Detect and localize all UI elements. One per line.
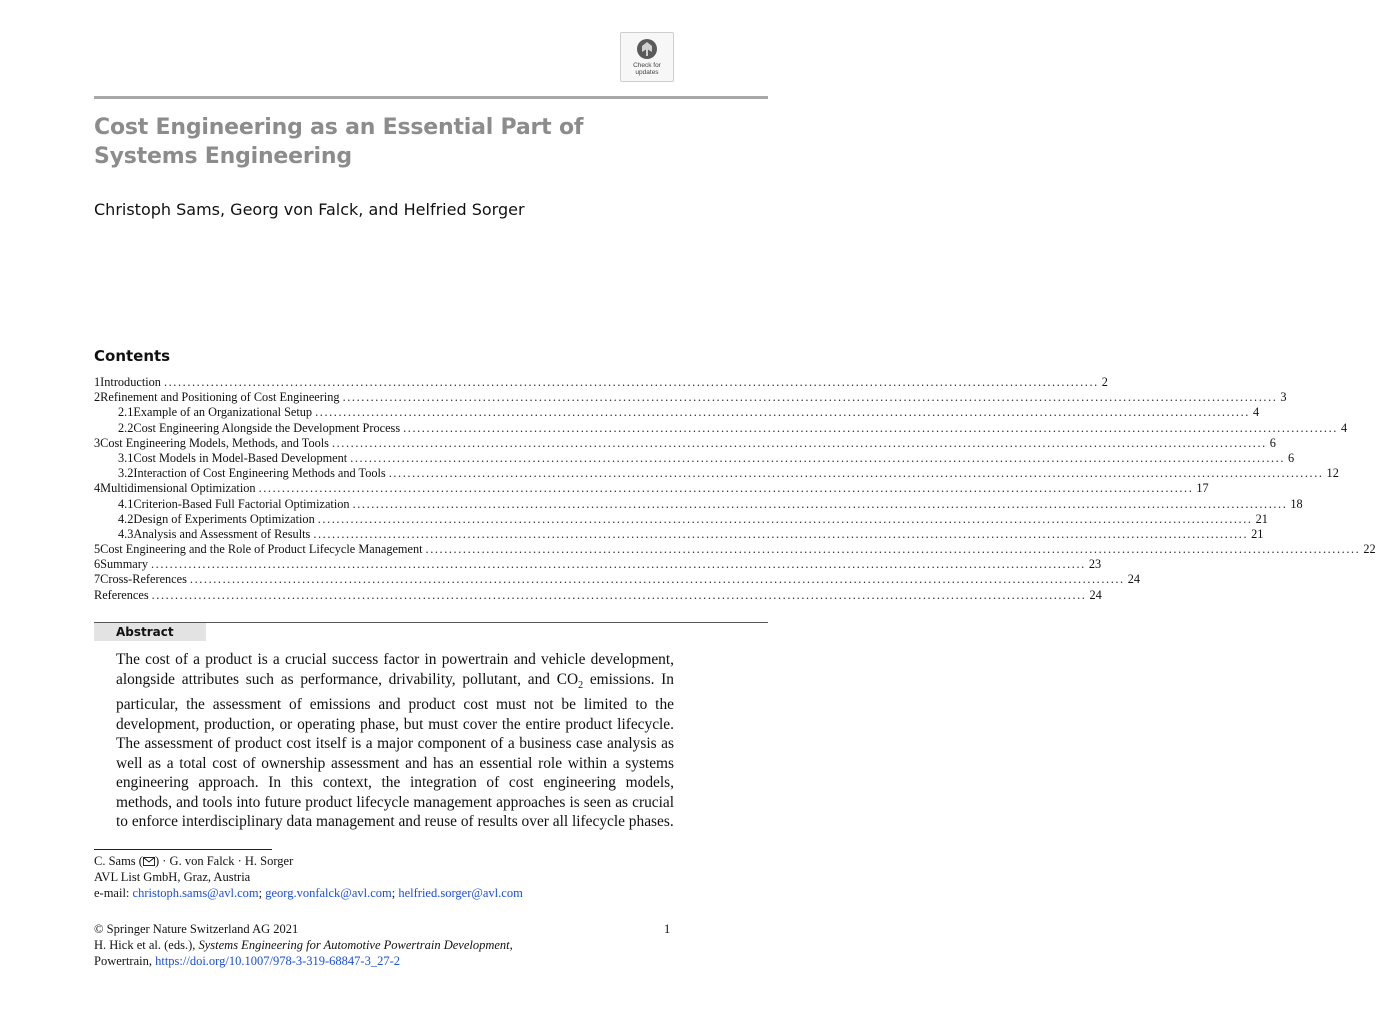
copyright: © Springer Nature Switzerland AG 2021 [94,922,299,936]
toc-leader-dots: ........................................................................................................................................................................................................ [342,390,1278,405]
toc-leader-dots: ........................................................................................................................................................................................................ [163,375,1099,389]
email-separator-2: ; [391,886,399,900]
toc-entry-page: 24 [1089,587,1102,602]
toc-entry-number: 7 [94,572,101,587]
toc-entry-page: 24 [1127,572,1141,587]
toc-entry-title: Cost Engineering and the Role of Product Lifecycle Management [100,542,423,557]
chapter-title [94,113,694,171]
toc-leader-dots: ........................................................................................................................................................................................................ [388,466,1324,481]
toc-entry-number: 2.2 [118,420,134,435]
series-doi [94,953,674,969]
abstract-label: Abstract [94,623,206,641]
toc-entry-number: 1 [94,375,101,389]
badge-label [633,62,661,76]
email-link-sorger[interactable]: helfried.sorger@avl.com [398,886,523,900]
toc-leader-dots: ........................................................................................................................................................................................................ [350,450,1286,465]
toc-leader-dots: ........................................................................................................................................................................................................ [425,542,1361,557]
toc-entry-page: 21 [1251,526,1264,541]
toc-entry-page: 22 [1363,542,1376,557]
abstract-part-2: emissions. In particular, the assessment of emissions and product cost must not be limited to the development, production, or operating phase, but must cover the entire product lifecycle. The assessment of product cost itself is a major component of a business case analysis as well as a total cost of ownership assessment and has an essential role within a systems engineering approach. In this context, the integration of cost engineering models, methods, and tools into future product lifecycle management approaches is seen as crucial to enforce interdisciplinary data management and reuse of results over all lifecycle phases. [116,670,674,831]
toc-entry-number: 5 [94,542,101,557]
toc-entry-page: 2 [1101,375,1108,389]
toc-entry-number: 4.3 [118,526,134,541]
toc-entry[interactable] [94,496,1303,512]
bibliographic-footer [94,921,674,969]
toc-entry-title: Interaction of Cost Engineering Methods and Tools [133,466,386,481]
toc-entry[interactable] [94,375,1108,390]
toc-entry[interactable] [94,526,1264,542]
toc-entry-page: 4 [1340,420,1348,435]
toc-leader-dots: ........................................................................................................................................................................................................ [151,587,1087,602]
toc-entry-number: 3.2 [118,466,134,481]
toc-entry-page: 17 [1196,481,1209,496]
toc-entry[interactable] [94,450,1295,466]
footnote-authors-a: C. Sams ( [94,854,143,868]
toc-entry-number: 4 [94,481,101,496]
toc-entry-title: Refinement and Positioning of Cost Engineering [100,390,340,405]
author-footnote [94,853,694,901]
toc-entry-title: Design of Experiments Optimization [133,511,315,526]
toc-entry[interactable] [94,435,1276,451]
toc-entry-title: Example of an Organizational Setup [133,405,313,420]
toc-entry-number: 6 [94,557,101,572]
toc-entry-title: Criterion-Based Full Factorial Optimization [133,496,350,511]
toc-leader-dots: ........................................................................................................................................................................................................ [317,511,1253,526]
book-title-comma: , [509,938,513,952]
toc-entry-title: Introduction [100,375,161,389]
toc-entry[interactable] [94,557,1102,572]
toc-entry[interactable] [94,511,1268,527]
footnote-authors [94,853,694,869]
badge-line-2: updates [635,69,659,76]
title-line-2: Systems Engineering [94,144,352,169]
toc-entry-title: References [94,587,149,602]
toc-entry[interactable] [94,420,1348,436]
toc-entry[interactable] [94,572,1141,587]
toc-entry-title: Cross-References [100,572,187,587]
toc-entry[interactable] [94,587,1102,603]
toc-entry[interactable] [94,390,1287,405]
toc-entry-number: 4.2 [118,511,134,526]
toc-entry-page: 21 [1255,511,1268,526]
abstract-part-1: The cost of a product is a crucial success factor in powertrain and vehicle development, alongside attributes such as performance, drivability, pollutant, and CO [116,651,674,688]
page-number: 1 [664,922,671,936]
toc-entry-number: 3 [94,435,101,450]
toc-leader-dots: ........................................................................................................................................................................................................ [331,435,1267,450]
toc-leader-dots: ........................................................................................................................................................................................................ [150,557,1086,572]
toc-entry-title: Cost Engineering Models, Methods, and Tools [100,435,329,450]
toc-entry-title: Multidimensional Optimization [100,481,256,496]
book-citation [94,937,674,953]
check-for-updates-icon [635,37,659,61]
envelope-icon [143,857,155,866]
toc-entry-page: 23 [1088,557,1102,572]
toc-leader-dots: ........................................................................................................................................................................................................ [352,496,1288,511]
toc-leader-dots: ........................................................................................................................................................................................................ [258,481,1194,496]
table-of-contents [94,375,1376,603]
toc-entry-title: Analysis and Assessment of Results [133,526,311,541]
toc-entry-title: Cost Models in Model-Based Development [133,450,348,465]
footnote-affiliation: AVL List GmbH, Graz, Austria [94,870,251,884]
footnote-authors-b: ) · G. von Falck · H. Sorger [154,854,294,868]
toc-entry[interactable] [94,481,1209,496]
series-name: Powertrain, [94,954,156,968]
top-rule [94,96,768,99]
toc-entry-number: 2 [94,390,101,405]
email-link-sams[interactable]: christoph.sams@avl.com [132,886,259,900]
email-link-vonfalck[interactable]: georg.vonfalck@avl.com [265,886,392,900]
editors: H. Hick et al. (eds.), [94,938,199,952]
footnote-rule [94,849,272,850]
toc-entry-page: 18 [1290,496,1303,511]
check-for-updates-badge[interactable] [620,32,674,82]
toc-entry-title: Summary [100,557,148,572]
toc-leader-dots: ........................................................................................................................................................................................................ [313,526,1249,541]
toc-entry-page: 6 [1269,435,1276,450]
toc-leader-dots: ........................................................................................................................................................................................................ [189,572,1125,587]
email-label: e-mail: [94,886,133,900]
toc-entry[interactable] [94,466,1339,481]
toc-entry-page: 6 [1288,450,1295,465]
toc-entry[interactable] [94,405,1260,420]
toc-entry[interactable] [94,542,1376,557]
book-title: Systems Engineering for Automotive Powertrain Development [198,938,510,952]
toc-entry-page: 4 [1252,405,1260,420]
contents-heading: Contents [94,347,171,365]
toc-entry-number: 2.1 [118,405,134,420]
toc-entry-page: 3 [1280,390,1287,405]
co2-subscript: 2 [578,679,584,691]
abstract-text [116,650,674,832]
email-separator-1: ; [258,886,266,900]
toc-entry-page: 12 [1326,466,1339,481]
toc-entry-number: 3.1 [118,450,134,465]
toc-leader-dots: ........................................................................................................................................................................................................ [403,420,1338,435]
toc-leader-dots: ........................................................................................................................................................................................................ [315,405,1250,420]
title-line-1: Cost Engineering as an Essential Part of [94,115,584,140]
badge-line-1: Check for [633,62,661,69]
doi-link[interactable]: https://doi.org/10.1007/978-3-319-68847-3_27-2 [155,954,401,968]
footnote-emails [94,885,694,901]
toc-entry-number: 4.1 [118,496,134,511]
authors: Christoph Sams, Georg von Falck, and Helfried Sorger [94,200,525,219]
toc-entry-title: Cost Engineering Alongside the Development Process [133,420,401,435]
